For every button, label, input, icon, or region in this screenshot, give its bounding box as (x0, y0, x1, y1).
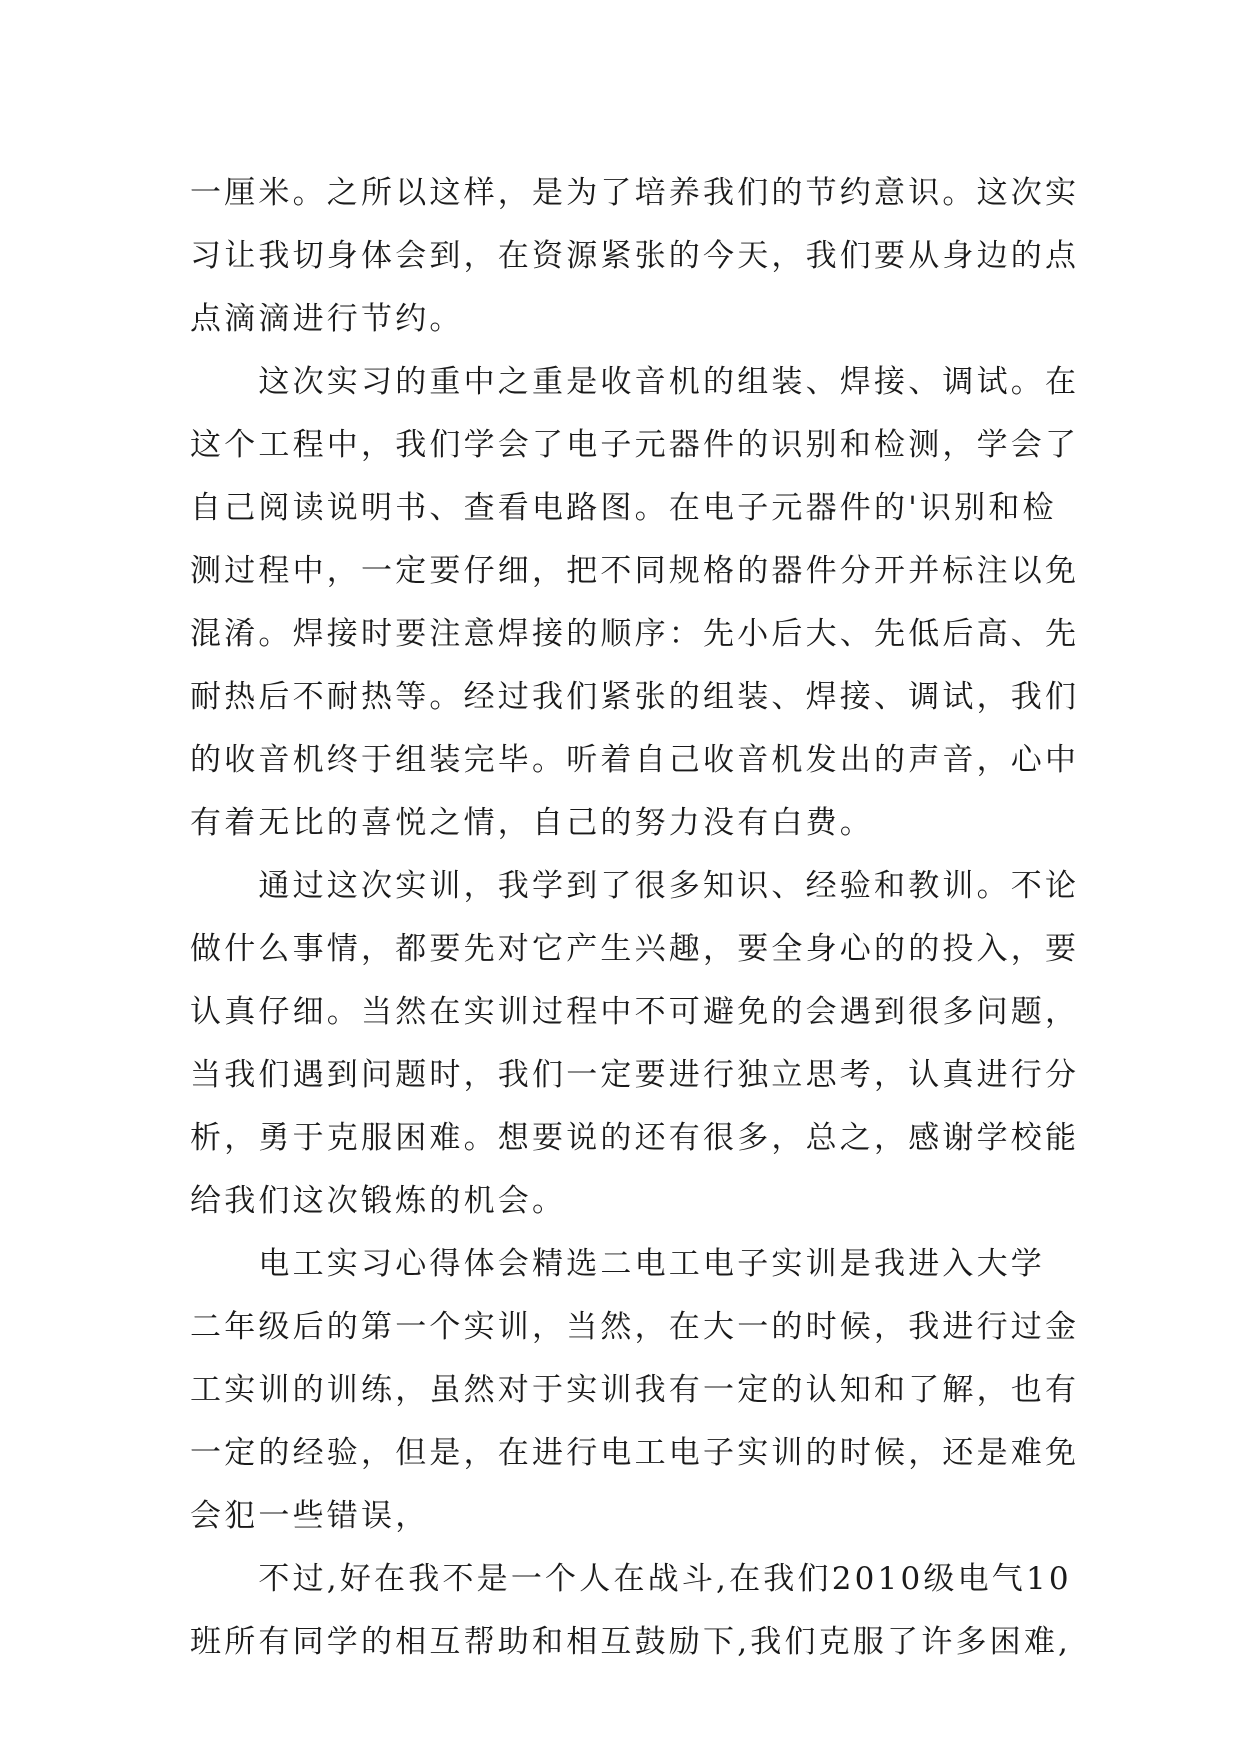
text-line: 当我们遇到问题时，我们一定要进行独立思考，认真进行分 (190, 1057, 1080, 1093)
text-line: 测过程中，一定要仔细，把不同规格的器件分开并标注以免 (190, 553, 1080, 589)
text-line: 认真仔细。当然在实训过程中不可避免的会遇到很多问题， (190, 994, 1080, 1030)
text-line: 做什么事情，都要先对它产生兴趣，要全身心的的投入，要 (190, 931, 1080, 967)
text-line: 工实训的训练，虽然对于实训我有一定的认知和了解，也有 (190, 1372, 1080, 1408)
text-line: 耐热后不耐热等。经过我们紧张的组装、焊接、调试，我们 (190, 679, 1080, 715)
text-line: 有着无比的喜悦之情，自己的努力没有白费。 (190, 805, 874, 841)
text-line: 班所有同学的相互帮助和相互鼓励下,我们克服了许多困难, (190, 1624, 1072, 1660)
document-body (190, 162, 1080, 1674)
text-line: 这个工程中，我们学会了电子元器件的识别和检测，学会了 (190, 427, 1080, 463)
text-line: 这次实习的重中之重是收音机的组装、焊接、调试。在 (190, 364, 1080, 400)
text-line: 一定的经验，但是，在进行电工电子实训的时候，还是难免 (190, 1435, 1080, 1471)
text-line: 一厘米。之所以这样，是为了培养我们的节约意识。这次实 (190, 175, 1080, 211)
text-line: 自己阅读说明书、查看电路图。在电子元器件的'识别和检 (190, 490, 1057, 526)
text-line: 给我们这次锻炼的机会。 (190, 1183, 567, 1219)
text-line: 电工实习心得体会精选二电工电子实训是我进入大学 (190, 1246, 1045, 1282)
text-line: 不过,好在我不是一个人在战斗,在我们2010级电气10 (190, 1561, 1072, 1597)
text-line: 会犯一些错误， (190, 1498, 430, 1534)
text-line: 析，勇于克服困难。想要说的还有很多，总之，感谢学校能 (190, 1120, 1080, 1156)
text-line: 通过这次实训，我学到了很多知识、经验和教训。不论 (190, 868, 1080, 904)
text-line: 的收音机终于组装完毕。听着自己收音机发出的声音，心中 (190, 742, 1080, 778)
text-line: 点滴滴进行节约。 (190, 301, 464, 337)
text-line: 习让我切身体会到，在资源紧张的今天，我们要从身边的点 (190, 238, 1080, 274)
text-line: 混淆。焊接时要注意焊接的顺序：先小后大、先低后高、先 (190, 616, 1080, 652)
text-line: 二年级后的第一个实训，当然，在大一的时候，我进行过金 (190, 1309, 1080, 1345)
